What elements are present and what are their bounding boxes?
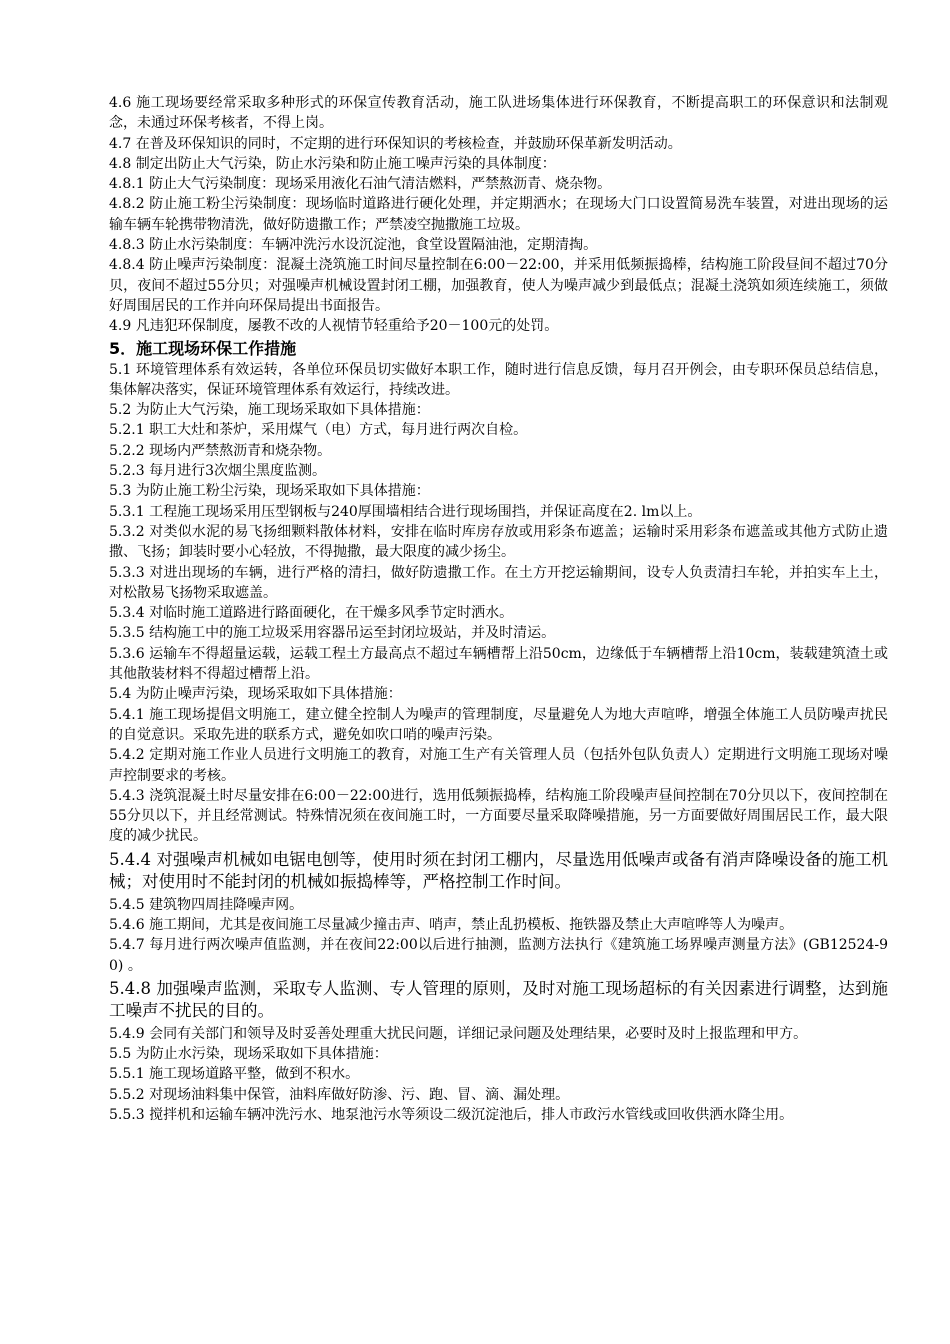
paragraph: 5.5.2 对现场油料集中保管，油料库做好防渗、污、跑、冒、滴、漏处理。 <box>109 1086 570 1103</box>
paragraph: 5.3.5 结构施工中的施工垃圾采用容器吊运至封闭垃圾站，并及时清运。 <box>109 625 556 642</box>
paragraph: 5.2.2 现场内严禁熬沥青和烧杂物。 <box>109 442 332 459</box>
paragraph: 5.4.5 建筑物四周挂降噪声网。 <box>109 896 304 913</box>
paragraph: 5.3.4 对临时施工道路进行路面硬化，在干燥多风季节定时洒水。 <box>109 605 514 622</box>
paragraph: 5.1 环境管理体系有效运转，各单位环保员切实做好本职工作，随时进行信息反馈，每月召开例会，由专职环保员总结信息，集体解决落实，保证环境管理体系有效运行，持续改进。 <box>109 361 888 398</box>
paragraph: 4.8.3 防止水污染制度：车辆冲洗污水设沉淀池，食堂设置隔油池，定期清掏。 <box>109 237 598 254</box>
paragraph: 5.2.1 职工大灶和茶炉，采用煤气（电）方式，每月进行两次自检。 <box>109 422 528 439</box>
paragraph: 5.4.3 浇筑混凝土时尽量安排在6:00－22:00进行，选用低频振捣棒，结构施工阶段噪声昼间控制在70分贝以下，夜间控制在55分贝以下，并且经常测试。特殊情况须在夜间施工时，一方面要尽量采取降噪措施，另一方面要做好周围居民工作，最大限度的减少扰民。 <box>109 787 888 845</box>
paragraph: 4.8.2 防止施工粉尘污染制度：现场临时道路进行硬化处理，并定期洒水；在现场大门口设置简易洗车装置，对进出现场的运输车辆车轮携带物清洗，做好防遗撒工作；严禁凌空抛撒施工垃圾。 <box>109 196 888 233</box>
paragraph: 4.6 施工现场要经常采取多种形式的环保宣传教育活动，施工队进场集体进行环保教育，不断提高职工的环保意识和法制观念，未通过环保考核者，不得上岗。 <box>109 95 888 132</box>
paragraph: 5.5 为防止水污染，现场采取如下具体措施： <box>109 1046 388 1063</box>
paragraph: 5.4.4 对强噪声机械如电锯电刨等，使用时须在封闭工棚内，尽量选用低噪声或备有消声降噪设备的施工机械；对使用时不能封闭的机械如振捣棒等，严格控制工作时间。 <box>109 849 888 892</box>
paragraph: 5.4.2 定期对施工作业人员进行文明施工的教育，对施工生产有关管理人员（包括外包队负责人）定期进行文明施工现场对噪声控制要求的考核。 <box>109 747 888 784</box>
paragraph: 5.4.7 每月进行两次噪声值监测，并在夜间22:00以后进行抽测，监测方法执行《建筑施工场界噪声测量方法》(GB12524-90) 。 <box>109 937 888 974</box>
paragraph: 5.2.3 每月进行3次烟尘黑度监测。 <box>109 463 326 480</box>
paragraph: 4.7 在普及环保知识的同时，不定期的进行环保知识的考核检查，并鼓励环保革新发明活动。 <box>109 135 682 152</box>
paragraph: 5.3 为防止施工粉尘污染，现场采取如下具体措施： <box>109 483 430 500</box>
paragraph: 4.8 制定出防止大气污染，防止水污染和防止施工噪声污染的具体制度： <box>109 155 556 172</box>
section-heading: 5．施工现场环保工作措施 <box>109 338 297 358</box>
document-body <box>109 93 888 1125</box>
paragraph: 5.4.6 施工期间，尤其是夜间施工尽量减少撞击声、哨声，禁止乱扔模板、拖铁器及禁止大声喧哗等人为噪声。 <box>109 916 794 933</box>
paragraph: 5.3.2 对类似水泥的易飞扬细颗料散体材料，安排在临时库房存放或用彩条布遮盖；运输时采用彩条布遮盖或其他方式防止遗撒、飞扬；卸装时要小心轻放，不得抛撒，最大限度的减少扬尘。 <box>109 523 888 561</box>
paragraph: 5.3.6 运输车不得超量运载，运载工程土方最高点不超过车辆槽帮上沿50cm，边缘低于车辆槽帮上沿10cm，装载建筑渣土或其他散装材料不得超过槽帮上沿。 <box>109 645 888 683</box>
paragraph: 5.4 为防止噪声污染，现场采取如下具体措施： <box>109 686 402 703</box>
paragraph: 5.4.1 施工现场提倡文明施工，建立健全控制人为噪声的管理制度，尽量避免人为地大声喧哗，增强全体施工人员防噪声扰民的自觉意识。采取先进的联系方式，避免如吹口哨的噪声污染。 <box>109 706 888 743</box>
paragraph: 5.4.9 会同有关部门和领导及时妥善处理重大扰民问题，详细记录问题及处理结果，必要时及时上报监理和甲方。 <box>109 1025 808 1042</box>
paragraph: 4.8.1 防止大气污染制度：现场采用液化石油气清洁燃料，严禁熬沥青、烧杂物。 <box>109 176 612 193</box>
paragraph: 5.3.3 对进出现场的车辆，进行严格的清扫，做好防遗撒工作。在土方开挖运输期间，设专人负责清扫车轮，并拍实车上土，对松散易飞扬物采取遮盖。 <box>109 564 888 601</box>
paragraph: 5.5.1 施工现场道路平整，做到不积水。 <box>109 1066 360 1083</box>
paragraph: 5.3.1 工程施工现场采用压型钢板与240厚围墙相结合进行现场围挡，并保证高度在2. lm以上。 <box>109 503 702 520</box>
paragraph: 5.4.8 加强噪声监测，采取专人监测、专人管理的原则，及时对施工现场超标的有关因素进行调整，达到施工噪声不扰民的目的。 <box>109 978 888 1021</box>
paragraph: 4.8.4 防止噪声污染制度：混凝土浇筑施工时间尽量控制在6:00－22:00，并采用低频振捣棒，结构施工阶段昼间不超过70分贝，夜间不超过55分贝；对强噪声机械设置封闭工棚，加强教育，使人为噪声减少到最低点；混凝土浇筑如须连续施工，须做好周围居民的工作并向环保局提出书面报告。 <box>109 257 888 314</box>
paragraph: 5.2 为防止大气污染，施工现场采取如下具体措施： <box>109 402 430 419</box>
paragraph: 5.5.3 搅拌机和运输车辆冲洗污水、地泵池污水等须设二级沉淀池后，排人市政污水管线或回收供洒水降尘用。 <box>109 1107 794 1124</box>
paragraph: 4.9 凡违犯环保制度，屡教不改的人视情节轻重给予20－100元的处罚。 <box>109 318 559 335</box>
